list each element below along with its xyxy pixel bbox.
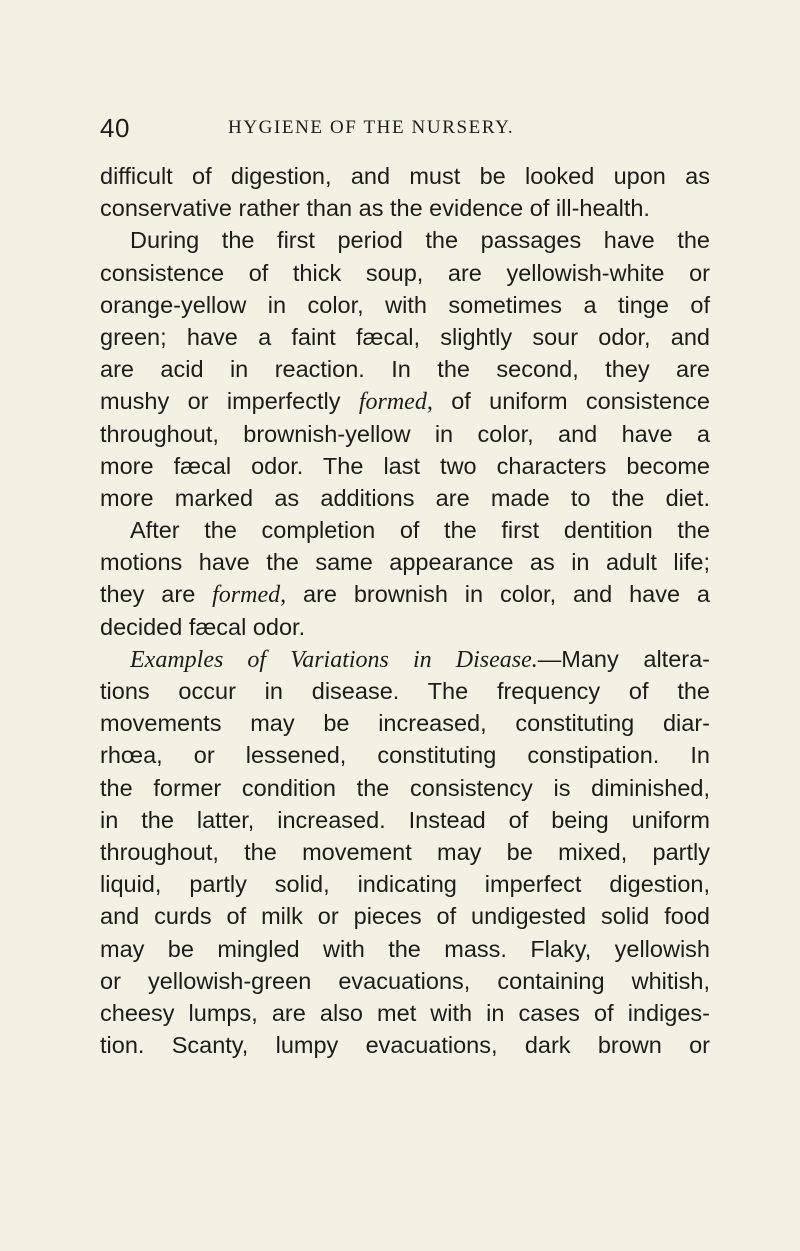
text-line: orange-yellow in color, with sometimes a tinge of [100,291,710,318]
text-line: During the first period the passages have the [130,227,710,254]
text-line: tions occur in disease. The frequency of the [100,678,710,704]
running-head [100,113,700,143]
text-line: the former condition the consistency is diminished, [100,774,710,801]
text-line [100,578,710,610]
text-segment: mushy or imperfectly [100,388,359,415]
text-line: in the latter, increased. Instead of being uniform [100,806,710,833]
text-line [100,643,710,675]
text-line: consistence of thick soup, are yellowish-white or [100,259,710,286]
text-line: more marked as additions are made to the diet. [100,484,710,511]
text-segment: of uniform consistence [432,388,710,415]
text-line: throughout, the movement may be mixed, partly [100,838,710,865]
text-line: movements may be increased, constituting diar- [100,710,710,737]
text-line: more fæcal odor. The last two characters become [100,452,710,479]
text-segment: —Many altera- [537,645,711,672]
text-line: conservative rather than as the evidence of ill-health. [100,195,650,222]
text-line: tion. Scanty, lumpy evacuations, dark brown or [100,1032,710,1059]
text-line: and curds of milk or pieces of undigested solid food [100,903,710,930]
text-line: liquid, partly solid, indicating imperfect digestion, [100,871,710,898]
text-line: throughout, brownish-yellow in color, and have a [100,420,710,447]
text-segment: they are [100,581,213,608]
italic-text: formed, [212,582,287,609]
text-line: difficult of digestion, and must be looked upon as [100,163,710,189]
page-number: 40 [100,113,130,143]
text-segment: are brownish in color, and have a [286,581,710,608]
text-line: may be mingled with the mass. Flaky, yellowish [100,935,710,962]
text-line: motions have the same appearance as in adult life; [100,549,710,576]
text-line: cheesy lumps, are also met with in cases of indiges- [100,999,710,1026]
text-line [100,385,710,417]
text-line: After the completion of the first dentition the [130,517,710,544]
italic-text: formed, [358,389,433,416]
text-line: rhœa, or lessened, constituting constipation. In [100,742,710,769]
text-line: green; have a faint fæcal, slightly sour odor, and [100,323,710,350]
text-line: or yellowish-green evacuations, containing whitish, [100,967,710,994]
running-title: HYGIENE OF THE NURSERY. [228,117,515,138]
text-line: decided fæcal odor. [100,613,306,640]
text-line: are acid in reaction. In the second, they are [100,356,710,383]
italic-text: Examples of Variations in Disease. [130,646,538,673]
body-text [100,160,710,1061]
